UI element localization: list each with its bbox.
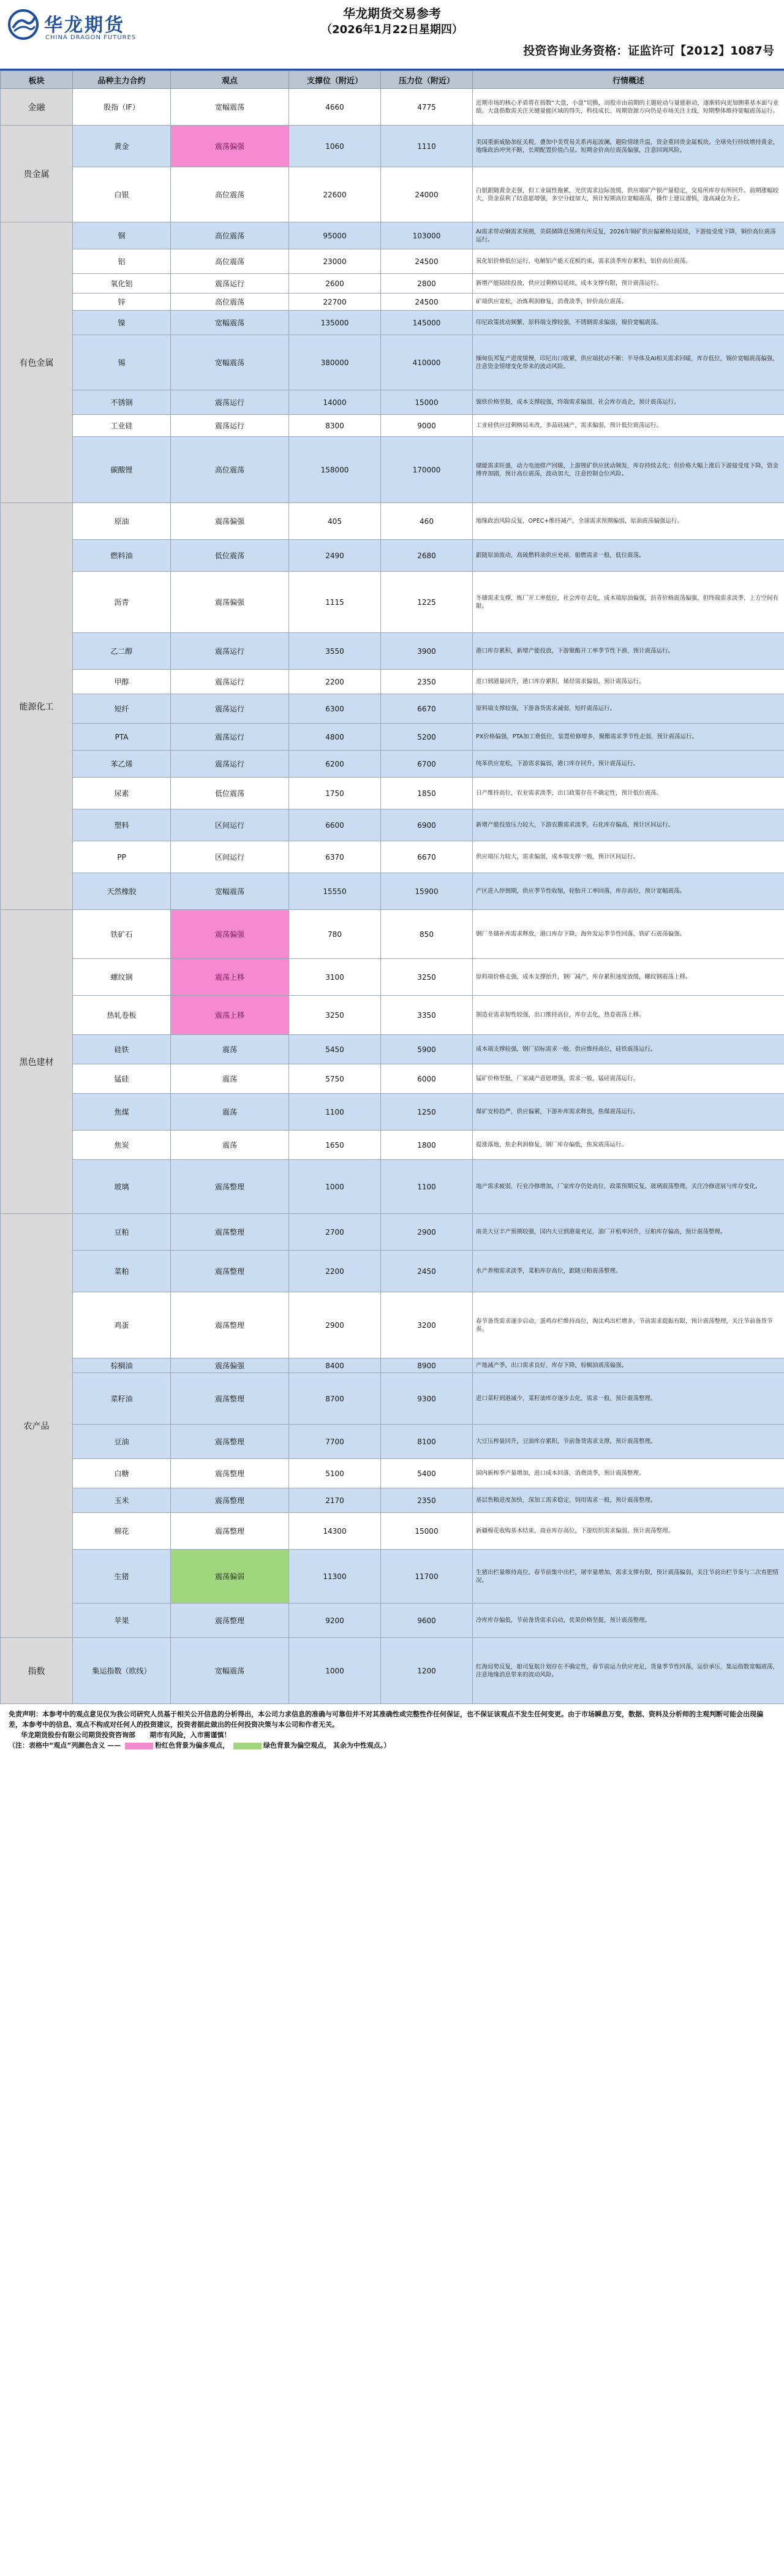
resistance-cell: 2900 [381, 1214, 473, 1251]
view-cell: 震荡偏强 [171, 1358, 289, 1373]
support-cell: 2490 [289, 540, 381, 572]
resistance-cell: 6900 [381, 809, 473, 841]
view-cell: 高位震荡 [171, 222, 289, 249]
col-header-resistance: 压力位（附近） [381, 71, 473, 89]
overview-cell: 跟随原油波动，高硫燃料油供应充裕，船燃需求一般，低位震荡。 [473, 540, 784, 572]
overview-cell: 港口库存累积，新增产能投放，下游聚酯开工率季节性下滑，预计震荡运行。 [473, 633, 784, 670]
table-row [1, 841, 784, 873]
table-row [1, 335, 784, 390]
support-cell: 135000 [289, 311, 381, 335]
variety-cell: 螺纹钢 [73, 959, 171, 996]
overview-cell: 南美大豆丰产预期较强，国内大豆到港量充足，油厂开机率回升，豆粕库存偏高，预计震荡整理。 [473, 1214, 784, 1251]
view-cell: 震荡整理 [171, 1459, 289, 1488]
table-row [1, 1513, 784, 1550]
legend-item-neutral: 其余为中性观点。） [333, 1741, 391, 1749]
view-cell: 震荡上移 [171, 959, 289, 996]
sector-cell: 贵金属 [1, 126, 73, 222]
legend-item-bullish: 粉红色背景为偏多观点， [123, 1741, 229, 1749]
col-header-support: 支撑位（附近） [289, 71, 381, 89]
overview-cell: 成本端支撑较强，钢厂招标需求一般，供应维持高位，硅铁震荡运行。 [473, 1035, 784, 1064]
variety-cell: 集运指数（欧线） [73, 1638, 171, 1704]
variety-cell: 塑料 [73, 809, 171, 841]
overview-cell: 美国重新威胁加征关税，叠加中美贸易关系再起波澜，避险情绪升温，资金重回贵金属板块。全球央行持续增持黄金，地缘政治冲突不断，长期配置价值凸显。短期金价高位震荡偏强，注意回调风险。 [473, 126, 784, 167]
overview-cell: 印尼政策扰动频繁，原料端支撑较强，不锈钢需求偏弱，镍价宽幅震荡。 [473, 311, 784, 335]
resistance-cell: 6670 [381, 694, 473, 724]
view-cell: 震荡偏强 [171, 503, 289, 540]
table-row [1, 1131, 784, 1160]
legend-swatch-green [233, 1743, 262, 1749]
overview-cell: 春节备货需求逐步启动，蛋鸡存栏维持高位，淘汰鸡出栏增多，节前需求提振有限，预计震荡整理，关注节前备货节奏。 [473, 1292, 784, 1358]
table-row [1, 1638, 784, 1704]
table-row [1, 294, 784, 311]
view-cell: 震荡整理 [171, 1513, 289, 1550]
overview-cell: AI需求带动铜需求预期，美联储降息预期有所反复，2026年铜矿供应偏紧格局延续，下游接受度下降，铜价高位震荡运行。 [473, 222, 784, 249]
view-cell: 震荡整理 [171, 1160, 289, 1214]
table-row [1, 1488, 784, 1513]
support-cell: 5750 [289, 1064, 381, 1094]
resistance-cell: 9600 [381, 1604, 473, 1638]
report-footer [0, 1704, 784, 1756]
view-cell: 震荡运行 [171, 724, 289, 751]
overview-cell: 冷库库存偏低，节前备货需求启动，优果价格坚挺，预计震荡整理。 [473, 1604, 784, 1638]
view-cell: 震荡整理 [171, 1488, 289, 1513]
table-row [1, 670, 784, 694]
view-cell: 震荡运行 [171, 274, 289, 294]
table-row [1, 809, 784, 841]
variety-cell: 锡 [73, 335, 171, 390]
view-cell: 高位震荡 [171, 167, 289, 222]
reference-table [0, 70, 784, 1704]
resistance-cell: 6670 [381, 841, 473, 873]
table-row [1, 694, 784, 724]
resistance-cell: 6000 [381, 1064, 473, 1094]
resistance-cell: 8100 [381, 1425, 473, 1459]
overview-cell: 近期市场的核心矛盾将在指数“大盘、小盘”切换，而股市由前期的主题轮动与量能驱动，逐渐转向更加侧重基本面与业绩。大盘指数需关注关键量能区域的得失，科技成长、周期资源方向仍是市场关注主线，短期整体维持宽幅震荡运行。 [473, 89, 784, 126]
sector-cell: 金融 [1, 89, 73, 126]
resistance-cell: 3250 [381, 959, 473, 996]
resistance-cell: 1110 [381, 126, 473, 167]
view-cell: 震荡偏强 [171, 126, 289, 167]
resistance-cell: 5400 [381, 1459, 473, 1488]
support-cell: 2200 [289, 1251, 381, 1292]
resistance-cell: 2350 [381, 670, 473, 694]
resistance-cell: 2680 [381, 540, 473, 572]
logo-subtitle: CHINA DRAGON FUTURES [45, 34, 137, 41]
overview-cell: 钢厂冬储补库需求释放，港口库存下降，海外发运季节性回落，铁矿石震荡偏强。 [473, 910, 784, 959]
table-row [1, 167, 784, 222]
support-cell: 8300 [289, 415, 381, 437]
view-cell: 宽幅震荡 [171, 873, 289, 910]
table-row [1, 996, 784, 1035]
overview-cell: 镍铁价格坚挺，成本支撑较强，终端需求偏弱，社会库存高企，预计震荡运行。 [473, 390, 784, 415]
overview-cell: 白银跟随黄金走强，但工业属性拖累，光伏需求边际放缓，供应端矿产银产量稳定，交易所库存有所回升。前期涨幅较大，资金获利了结意愿增强，多空分歧加大，预计短期高位宽幅震荡，操作上建议谨慎，逢高减仓为主。 [473, 167, 784, 222]
variety-cell: 苯乙烯 [73, 751, 171, 778]
support-cell: 2900 [289, 1292, 381, 1358]
variety-cell: 鸡蛋 [73, 1292, 171, 1358]
resistance-cell: 24500 [381, 294, 473, 311]
support-cell: 3550 [289, 633, 381, 670]
table-row [1, 1459, 784, 1488]
support-cell: 6600 [289, 809, 381, 841]
table-row [1, 633, 784, 670]
variety-cell: 不锈钢 [73, 390, 171, 415]
view-cell: 震荡偏弱 [171, 1550, 289, 1604]
company-name: 华龙期货股份有限公司期货投资咨询部 [21, 1731, 135, 1739]
view-cell: 震荡运行 [171, 633, 289, 670]
report-date: （2026年1月22日星期四） [321, 23, 463, 36]
resistance-cell: 24500 [381, 249, 473, 274]
resistance-cell: 9300 [381, 1373, 473, 1425]
support-cell: 8700 [289, 1373, 381, 1425]
view-cell: 高位震荡 [171, 294, 289, 311]
resistance-cell: 850 [381, 910, 473, 959]
table-row [1, 1035, 784, 1064]
table-row [1, 1251, 784, 1292]
support-cell: 2700 [289, 1214, 381, 1251]
overview-cell: 新增产能陆续投放，供应过剩格局延续，成本支撑有限，预计震荡运行。 [473, 274, 784, 294]
table-row [1, 222, 784, 249]
variety-cell: 白糖 [73, 1459, 171, 1488]
overview-cell: 日产维持高位，农业需求淡季，出口政策存在不确定性，预计低位震荡。 [473, 778, 784, 809]
variety-cell: 碳酸锂 [73, 437, 171, 503]
resistance-cell: 3200 [381, 1292, 473, 1358]
overview-cell: PX价格偏强，PTA加工费低位，装置检修增多，聚酯需求季节性走弱，预计震荡运行。 [473, 724, 784, 751]
legend-prefix: （注：表格中“观点”列颜色含义 —— [9, 1741, 121, 1749]
variety-cell: 硅铁 [73, 1035, 171, 1064]
table-header-row [1, 71, 784, 89]
variety-cell: 短纤 [73, 694, 171, 724]
support-cell: 5450 [289, 1035, 381, 1064]
resistance-cell: 8900 [381, 1358, 473, 1373]
variety-cell: 热轧卷板 [73, 996, 171, 1035]
support-cell: 14300 [289, 1513, 381, 1550]
overview-cell: 原料端价格走强，成本支撑抬升，钢厂减产，库存累积速度放缓，螺纹钢震荡上移。 [473, 959, 784, 996]
col-header-overview: 行情概述 [473, 71, 784, 89]
support-cell: 3100 [289, 959, 381, 996]
view-cell: 震荡运行 [171, 415, 289, 437]
table-row [1, 126, 784, 167]
table-row [1, 1064, 784, 1094]
variety-cell: 焦炭 [73, 1131, 171, 1160]
resistance-cell: 1100 [381, 1160, 473, 1214]
table-row [1, 873, 784, 910]
variety-cell: 甲醇 [73, 670, 171, 694]
view-cell: 震荡 [171, 1035, 289, 1064]
variety-cell: 乙二醇 [73, 633, 171, 670]
resistance-cell: 15000 [381, 390, 473, 415]
support-cell: 2200 [289, 670, 381, 694]
resistance-cell: 15900 [381, 873, 473, 910]
disclaimer-text: 免责声明：本参考中的观点意见仅为我公司研究人员基于相关公开信息的分析得出，本公司力求信息的准确与可靠但并不对其准确性或完整性作任何保证，也不保证该观点不发生任何变更。由于市场瞬息万变，数据、资料及分析师的主观判断可能会出现偏差，本参考中的信息、观点不构成对任何人的投资建议，投资者据此做出的任何投资决策与本公司和作者无关。 [9, 1710, 763, 1729]
sector-cell: 能源化工 [1, 503, 73, 910]
table-row [1, 910, 784, 959]
view-cell: 低位震荡 [171, 778, 289, 809]
resistance-cell: 2800 [381, 274, 473, 294]
support-cell: 11300 [289, 1550, 381, 1604]
variety-cell: 锌 [73, 294, 171, 311]
table-row [1, 751, 784, 778]
col-header-variety: 品种主力合约 [73, 71, 171, 89]
overview-cell: 生猪出栏量维持高位，春节前集中出栏，屠宰量增加，需求支撑有限，预计震荡偏弱，关注节前出栏节奏与二次育肥情况。 [473, 1550, 784, 1604]
support-cell: 1060 [289, 126, 381, 167]
view-cell: 高位震荡 [171, 437, 289, 503]
resistance-cell: 145000 [381, 311, 473, 335]
variety-cell: 焦煤 [73, 1094, 171, 1131]
footer-line [9, 1730, 775, 1740]
view-cell: 宽幅震荡 [171, 1638, 289, 1704]
overview-cell: 红海局势反复，船司复航计划存在不确定性，春节前运力供应充足，货量季节性回落，运价承压，集运指数宽幅震荡，注意地缘消息带来的波动风险。 [473, 1638, 784, 1704]
support-cell: 1750 [289, 778, 381, 809]
support-cell: 380000 [289, 335, 381, 390]
support-cell: 1000 [289, 1638, 381, 1704]
support-cell: 3250 [289, 996, 381, 1035]
view-cell: 高位震荡 [171, 249, 289, 274]
support-cell: 2170 [289, 1488, 381, 1513]
overview-cell: 产区进入停割期，供应季节性收缩，轮胎开工率回落，库存高位，预计宽幅震荡。 [473, 873, 784, 910]
support-cell: 6200 [289, 751, 381, 778]
resistance-cell: 5900 [381, 1035, 473, 1064]
table-row [1, 572, 784, 633]
resistance-cell: 24000 [381, 167, 473, 222]
resistance-cell: 1200 [381, 1638, 473, 1704]
table-row [1, 415, 784, 437]
support-cell: 22600 [289, 167, 381, 222]
overview-cell: 制造业需求韧性较强，出口维持高位，库存去化，热卷震荡上移。 [473, 996, 784, 1035]
variety-cell: 锰硅 [73, 1064, 171, 1094]
view-cell: 震荡整理 [171, 1425, 289, 1459]
support-cell: 405 [289, 503, 381, 540]
resistance-cell: 1850 [381, 778, 473, 809]
table-row [1, 311, 784, 335]
support-cell: 95000 [289, 222, 381, 249]
sector-cell: 黑色建材 [1, 910, 73, 1214]
variety-cell: PTA [73, 724, 171, 751]
overview-cell: 水产养殖需求淡季，菜粕库存高位，跟随豆粕震荡整理。 [473, 1251, 784, 1292]
col-header-sector: 板块 [1, 71, 73, 89]
variety-cell: 沥青 [73, 572, 171, 633]
table-row [1, 1550, 784, 1604]
sector-cell: 农产品 [1, 1214, 73, 1638]
table-row [1, 1358, 784, 1373]
view-cell: 震荡整理 [171, 1373, 289, 1425]
resistance-cell: 15000 [381, 1513, 473, 1550]
legend-item-bearish: 绿色背景为偏空观点， [232, 1741, 331, 1749]
support-cell: 8400 [289, 1358, 381, 1373]
view-cell: 区间运行 [171, 841, 289, 873]
overview-cell: 地缘政治风险反复，OPEC+维持减产，全球需求预期偏弱，原油震荡偏强运行。 [473, 503, 784, 540]
view-cell: 震荡整理 [171, 1214, 289, 1251]
resistance-cell: 5200 [381, 724, 473, 751]
resistance-cell: 170000 [381, 437, 473, 503]
overview-cell: 原料端支撑较强，下游备货需求减弱，短纤震荡运行。 [473, 694, 784, 724]
resistance-cell: 1800 [381, 1131, 473, 1160]
table-row [1, 1214, 784, 1251]
variety-cell: 铁矿石 [73, 910, 171, 959]
support-cell: 9200 [289, 1604, 381, 1638]
resistance-cell: 460 [381, 503, 473, 540]
legend-swatch-pink [125, 1743, 153, 1749]
overview-cell: 煤矿安检趋严，供应偏紧，下游补库需求释放，焦煤震荡运行。 [473, 1094, 784, 1131]
variety-cell: 铝 [73, 249, 171, 274]
view-cell: 震荡偏强 [171, 572, 289, 633]
resistance-cell: 3350 [381, 996, 473, 1035]
resistance-cell: 103000 [381, 222, 473, 249]
support-cell: 1115 [289, 572, 381, 633]
support-cell: 1000 [289, 1160, 381, 1214]
view-cell: 震荡运行 [171, 670, 289, 694]
overview-cell: 提涨落地，焦企利润修复，钢厂库存偏低，焦炭震荡运行。 [473, 1131, 784, 1160]
resistance-cell: 1250 [381, 1094, 473, 1131]
resistance-cell: 3900 [381, 633, 473, 670]
table-row [1, 1160, 784, 1214]
license-info: 投资咨询业务资格：证监许可【2012】1087号 [523, 44, 774, 58]
variety-cell: PP [73, 841, 171, 873]
support-cell: 780 [289, 910, 381, 959]
support-cell: 22700 [289, 294, 381, 311]
view-cell: 震荡运行 [171, 694, 289, 724]
overview-cell: 储能需求旺盛，动力电池排产回暖，上游锂矿供应扰动频发，库存持续去化；但价格大幅上涨后下游接受度下降，资金博弈加剧，预计高位震荡，波动加大，注意控制仓位风险。 [473, 437, 784, 503]
table-row [1, 1604, 784, 1638]
view-cell: 震荡 [171, 1131, 289, 1160]
variety-cell: 工业硅 [73, 415, 171, 437]
overview-cell: 锰矿价格坚挺，厂家减产意愿增强，需求一般，锰硅震荡运行。 [473, 1064, 784, 1094]
risk-warning: 期市有风险，入市需谨慎！ [149, 1731, 231, 1739]
support-cell: 6300 [289, 694, 381, 724]
resistance-cell: 11700 [381, 1550, 473, 1604]
table-row [1, 437, 784, 503]
overview-cell: 供应端压力较大，需求偏弱，成本端支撑一般，预计区间运行。 [473, 841, 784, 873]
resistance-cell: 2450 [381, 1251, 473, 1292]
overview-cell: 进口菜籽到港减少，菜籽油库存逐步去化，需求一般，预计震荡整理。 [473, 1373, 784, 1425]
table-row [1, 274, 784, 294]
support-cell: 2600 [289, 274, 381, 294]
variety-cell: 白银 [73, 167, 171, 222]
support-cell: 158000 [289, 437, 381, 503]
variety-cell: 苹果 [73, 1604, 171, 1638]
view-cell: 震荡运行 [171, 751, 289, 778]
view-cell: 震荡整理 [171, 1292, 289, 1358]
variety-cell: 原油 [73, 503, 171, 540]
variety-cell: 尿素 [73, 778, 171, 809]
view-cell: 低位震荡 [171, 540, 289, 572]
table-body [1, 89, 784, 1704]
support-cell: 23000 [289, 249, 381, 274]
report-header [0, 0, 784, 70]
overview-cell: 新疆棉花收购基本结束，商业库存高位，下游纺织需求偏弱，预计震荡整理。 [473, 1513, 784, 1550]
table-row [1, 540, 784, 572]
overview-cell: 地产需求疲弱，行业冷修增加，厂家库存仍处高位，政策预期反复，玻璃震荡整理，关注冷修进展与库存变化。 [473, 1160, 784, 1214]
overview-cell: 产地减产季，出口需求良好，库存下降，棕榈油震荡偏强。 [473, 1358, 784, 1373]
variety-cell: 生猪 [73, 1550, 171, 1604]
variety-cell: 玻璃 [73, 1160, 171, 1214]
sector-cell: 指数 [1, 1638, 73, 1704]
view-cell: 震荡上移 [171, 996, 289, 1035]
variety-cell: 菜粕 [73, 1251, 171, 1292]
overview-cell: 工业硅供应过剩格局未改，多晶硅减产，需求偏弱，预计低位震荡运行。 [473, 415, 784, 437]
support-cell: 7700 [289, 1425, 381, 1459]
variety-cell: 玉米 [73, 1488, 171, 1513]
variety-cell: 棉花 [73, 1513, 171, 1550]
view-cell: 宽幅震荡 [171, 335, 289, 390]
view-cell: 震荡 [171, 1094, 289, 1131]
support-cell: 6370 [289, 841, 381, 873]
variety-cell: 氧化铝 [73, 274, 171, 294]
overview-cell: 矿端供应宽松，冶炼利润修复，消费淡季，锌价高位震荡。 [473, 294, 784, 311]
view-cell: 震荡运行 [171, 390, 289, 415]
variety-cell: 黄金 [73, 126, 171, 167]
color-legend [9, 1740, 775, 1751]
overview-cell: 纯苯供应宽松，下游需求偏弱，港口库存回升，预计震荡运行。 [473, 751, 784, 778]
overview-cell: 冬储需求支撑，炼厂开工率低位，社会库存去化，成本端原油偏强，沥青价格震荡偏强，但终端需求淡季，上方空间有限。 [473, 572, 784, 633]
resistance-cell: 9000 [381, 415, 473, 437]
table-row [1, 1373, 784, 1425]
overview-cell: 进口到港量回升，港口库存累积，烯烃需求偏弱，预计震荡运行。 [473, 670, 784, 694]
resistance-cell: 2350 [381, 1488, 473, 1513]
variety-cell: 燃料油 [73, 540, 171, 572]
overview-cell: 国内新榨季产量增加，进口成本回落，消费淡季，预计震荡整理。 [473, 1459, 784, 1488]
table-row [1, 778, 784, 809]
support-cell: 15550 [289, 873, 381, 910]
view-cell: 宽幅震荡 [171, 311, 289, 335]
overview-cell: 大豆压榨量回升，豆油库存累积，节前备货需求支撑，预计震荡整理。 [473, 1425, 784, 1459]
view-cell: 震荡整理 [171, 1251, 289, 1292]
variety-cell: 豆粕 [73, 1214, 171, 1251]
variety-cell: 棕榈油 [73, 1358, 171, 1373]
table-row [1, 1292, 784, 1358]
overview-cell: 缅甸佤邦复产进度缓慢，印尼出口收紧，供应端扰动不断；半导体及AI相关需求回暖，库存低位，锡价宽幅震荡偏强，注意资金情绪变化带来的波动风险。 [473, 335, 784, 390]
variety-cell: 铜 [73, 222, 171, 249]
col-header-view: 观点 [171, 71, 289, 89]
support-cell: 5100 [289, 1459, 381, 1488]
table-row [1, 89, 784, 126]
variety-cell: 股指（IF） [73, 89, 171, 126]
table-row [1, 503, 784, 540]
variety-cell: 菜籽油 [73, 1373, 171, 1425]
support-cell: 1650 [289, 1131, 381, 1160]
report-title: 华龙期货交易参考 [343, 6, 441, 21]
support-cell: 4660 [289, 89, 381, 126]
logo-text: 华龙期货 [44, 15, 125, 36]
resistance-cell: 410000 [381, 335, 473, 390]
variety-cell: 豆油 [73, 1425, 171, 1459]
resistance-cell: 4775 [381, 89, 473, 126]
support-cell: 4800 [289, 724, 381, 751]
resistance-cell: 6700 [381, 751, 473, 778]
table-row [1, 1425, 784, 1459]
view-cell: 震荡整理 [171, 1604, 289, 1638]
support-cell: 14000 [289, 390, 381, 415]
support-cell: 1100 [289, 1094, 381, 1131]
view-cell: 震荡 [171, 1064, 289, 1094]
overview-cell: 基层售粮进度加快，深加工需求稳定，饲用需求一般，预计震荡整理。 [473, 1488, 784, 1513]
overview-cell: 氧化铝价格低位运行，电解铝产能天花板约束，需求淡季库存累积，铝价高位震荡。 [473, 249, 784, 274]
table-row [1, 249, 784, 274]
resistance-cell: 1225 [381, 572, 473, 633]
sector-cell: 有色金属 [1, 222, 73, 503]
view-cell: 震荡偏强 [171, 910, 289, 959]
view-cell: 区间运行 [171, 809, 289, 841]
variety-cell: 天然橡胶 [73, 873, 171, 910]
variety-cell: 镍 [73, 311, 171, 335]
table-row [1, 959, 784, 996]
table-row [1, 1094, 784, 1131]
table-row [1, 724, 784, 751]
overview-cell: 新增产能投放压力较大，下游农膜需求淡季，石化库存偏高，预计区间运行。 [473, 809, 784, 841]
table-row [1, 390, 784, 415]
view-cell: 宽幅震荡 [171, 89, 289, 126]
